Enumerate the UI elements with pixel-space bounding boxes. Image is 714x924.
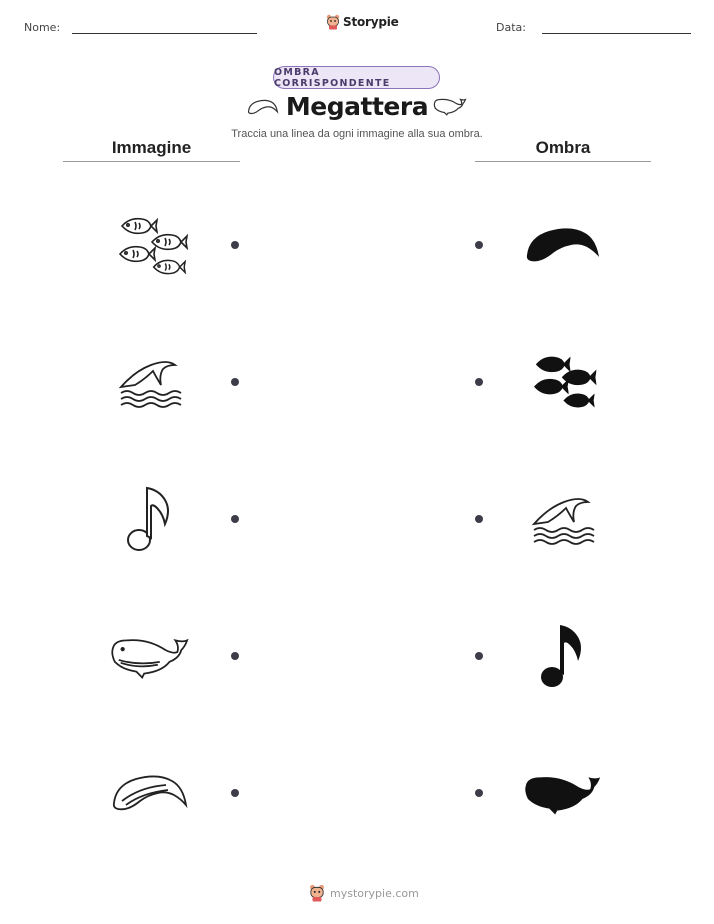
right-dot-2[interactable] — [475, 378, 483, 386]
left-item-baleen — [107, 755, 193, 831]
date-label: Data: — [496, 21, 526, 34]
left-dot-3[interactable] — [231, 515, 239, 523]
right-item-whale-shadow — [520, 755, 606, 831]
right-heading-underline — [475, 161, 651, 162]
instructions: Traccia una linea da ogni immagine alla sua ombra. — [231, 128, 483, 140]
wave-icon — [115, 356, 185, 408]
right-dot-5[interactable] — [475, 789, 483, 797]
music-note-shadow-icon — [537, 621, 589, 691]
footer-site: mystorypie.com — [330, 886, 419, 900]
left-dot-2[interactable] — [231, 378, 239, 386]
storypie-mascot-icon — [326, 14, 340, 30]
left-dot-1[interactable] — [231, 241, 239, 249]
wave-shadow-icon — [528, 493, 598, 545]
storypie-footer-mascot-icon — [309, 884, 325, 902]
baleen-shadow-icon — [523, 223, 603, 267]
activity-badge: OMBRA CORRISPONDENTE — [273, 66, 440, 89]
right-column-heading: Ombra — [535, 138, 591, 157]
whale-shadow-icon — [522, 769, 604, 817]
left-dot-4[interactable] — [231, 652, 239, 660]
left-item-fish-school — [107, 207, 193, 283]
right-item-wave-shadow — [520, 481, 606, 557]
left-column-heading: Immagine — [111, 138, 192, 157]
fish-school-shadow-icon — [526, 349, 600, 415]
worksheet-title: Megattera — [285, 92, 429, 121]
fish-school-icon — [110, 212, 190, 278]
right-dot-4[interactable] — [475, 652, 483, 660]
left-item-whale — [107, 618, 193, 694]
left-dot-5[interactable] — [231, 789, 239, 797]
right-item-fish-school-shadow — [520, 344, 606, 420]
right-item-baleen-shadow — [520, 207, 606, 283]
name-line[interactable] — [72, 33, 257, 34]
whale-icon — [109, 632, 191, 680]
whale-decoration-icon — [433, 96, 467, 116]
right-dot-3[interactable] — [475, 515, 483, 523]
brand-name: Storypie — [343, 15, 399, 29]
footer — [309, 884, 419, 902]
date-line[interactable] — [542, 33, 691, 34]
left-heading-underline — [63, 161, 240, 162]
left-item-wave — [107, 344, 193, 420]
music-note-icon — [124, 484, 176, 554]
left-item-music-note — [107, 481, 193, 557]
right-dot-1[interactable] — [475, 241, 483, 249]
name-label: Nome: — [24, 21, 61, 34]
right-item-music-note-shadow — [520, 618, 606, 694]
brand-logo — [326, 14, 399, 30]
baleen-icon — [110, 771, 190, 815]
